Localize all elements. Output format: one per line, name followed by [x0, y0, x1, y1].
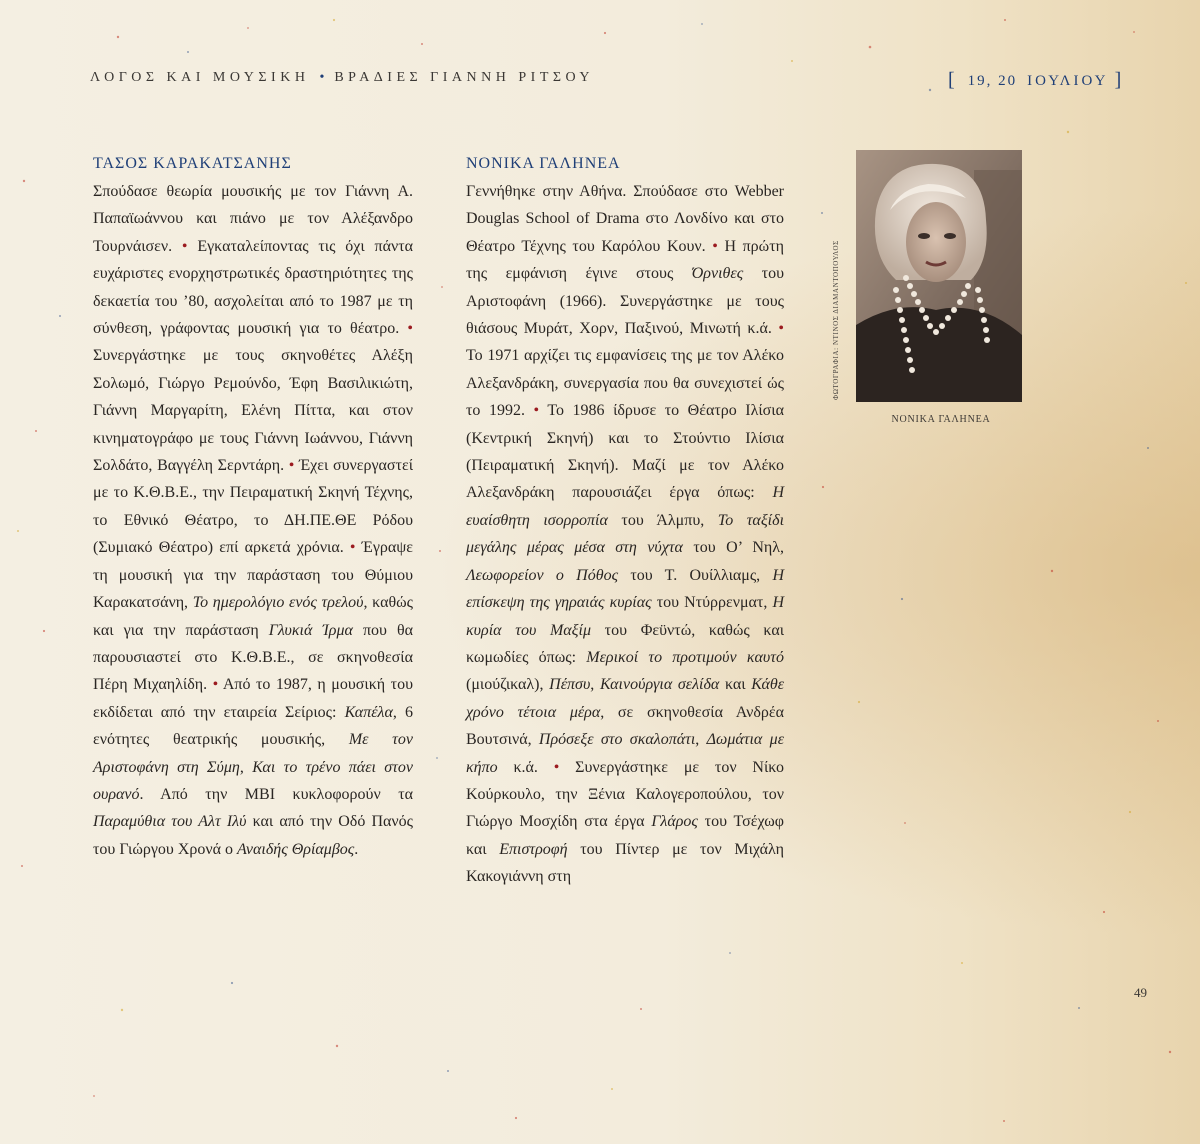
bullet-separator: •: [349, 539, 356, 557]
work-title: Καπέλα: [344, 703, 393, 721]
article-body: Σπούδασε θεωρία μουσικής με τον Γιάννη Α. Παπαϊωάννου και πιάνο με τον Αλέξανδρο Τουρνάισεν. • Εγκαταλείποντας τις όχι πάντα ευχάριστες ενορχηστρωτικές δραστηριότητες της δεκαετία του ’80, ασχολείται από το 1987 με τη σύνθεση, γράφοντας μουσική για το θέατρο. • Συνεργάστηκε με τους σκηνοθέτες Αλέξη Σολωμό, Γιώργο Ρεμούνδο, Έφη Βασιλικιώτη, Γιάννη Μαργαρίτη, Ελένη Πίττα, και στον κινηματογράφο με τους Γιάννη Ιωάννου, Γιάννη Σολδάτο, Βαγγέλη Σερντάρη. • Έχει συνεργαστεί με το Κ.Θ.Β.Ε., την Πειραματική Σκηνή Τέχνης, το Εθνικό Θέατρο, το ΔΗ.ΠΕ.ΘΕ Ρόδου (Συμιακό Θέατρο) επί αρκετά χρόνια. • Έγραψε τη μουσική για την παράσταση του Θύμιου Καρακατσάνη, Το ημερολόγιο ενός τρελού, καθώς και για την παράσταση Γλυκιά Ίρμα που θα παρουσιαστεί στο Κ.Θ.Β.Ε., σε σκηνοθεσία Πέρη Μιχαηλίδη. • Από το 1987, η μουσική του εκδίδεται από την εταιρεία Σείριος: Καπέλα, 6 ενότητες θεατρικής μουσικής, Με τον Αριστοφάνη στη Σύμη, Και το τρένο πάει στον ουρανό. Από την ΜΒΙ κυκλοφορούν τα Παραμύθια του Αλτ Ιλύ και από την Οδό Πανός του Γιώργου Χρονά ο Αναιδής Θρίαμβος.: [93, 183, 414, 858]
work-title: Λεωφορείον ο Πόθος: [466, 566, 619, 584]
bullet-separator: •: [553, 758, 560, 776]
work-title: Το ταξίδι μεγάλης μέρας μέσα στη νύχτα: [466, 511, 785, 557]
article-karakatsanis: [93, 150, 413, 863]
article-title: ΤΑΣΟΣ ΚΑΡΑΚΑΤΣΑΝΗΣ: [93, 155, 292, 172]
bullet-separator: •: [181, 237, 188, 255]
bullet-separator: •: [212, 676, 219, 694]
photo-caption: ΝΟΝΙΚΑ ΓΑΛΗΝΕΑ: [891, 414, 991, 425]
bracket-open: [: [948, 69, 958, 91]
article-title: ΝΟΝΙΚΑ ΓΑΛΗΝΕΑ: [466, 155, 621, 172]
photo-credit: ΦΩΤΟΓΡΑΦΙΑ: ΝΤΙΝΟΣ ΔΙΑΜΑΝΤΟΠΟΥΛΟΣ: [832, 240, 840, 400]
article-galinea: [466, 150, 784, 891]
work-title: Καινούργια σελίδα: [599, 676, 720, 694]
work-title: Δωμάτια με κήπο: [466, 731, 785, 776]
work-title: Πρόσεξε στο σκαλοπάτι: [538, 731, 696, 749]
work-title: Με τον Αριστοφάνη στη Σύμη: [93, 731, 413, 776]
running-head-series: ΒΡΑΔΙΕΣ ΓΙΑΝΝΗ ΡΙΤΣΟΥ: [334, 70, 595, 85]
work-title: Παραμύθια του Αλτ Ιλύ: [93, 813, 247, 831]
bullet-separator: •: [533, 402, 540, 420]
work-title: Η επίσκεψη της γηραιάς κυρίας: [466, 566, 784, 612]
work-title: Γλάρος: [651, 813, 698, 831]
page-number: 49: [1134, 985, 1147, 1000]
work-title: Επιστροφή: [499, 840, 568, 858]
work-title: Κάθε χρόνο τέτοια μέρα: [466, 676, 785, 721]
running-head-separator: •: [319, 70, 325, 85]
bracket-close: ]: [1114, 69, 1125, 91]
running-head: [90, 70, 1150, 98]
running-head-title: [90, 70, 594, 86]
date-month: ΙΟΥΛΙΟΥ: [1027, 73, 1108, 89]
work-title: Όρνιθες: [691, 265, 744, 283]
bullet-separator: •: [778, 320, 784, 338]
bullet-separator: •: [288, 457, 295, 475]
portrait-image: [856, 150, 1022, 402]
work-title: Η κυρία του Μαξίμ: [466, 594, 784, 639]
running-head-section: ΛΟΓΟΣ ΚΑΙ ΜΟΥΣΙΚΗ: [90, 70, 310, 85]
work-title: Και το τρένο πάει στον ουρανό: [93, 758, 414, 803]
date-numbers: 19, 20: [967, 73, 1018, 89]
running-head-date: [948, 68, 1124, 91]
work-title: Πέπσυ: [549, 676, 591, 694]
work-title: Μερικοί το προτιμούν καυτό: [586, 648, 784, 666]
bullet-separator: •: [712, 237, 718, 255]
work-title: Το ημερολόγιο ενός τρελού: [192, 594, 364, 612]
article-body: Γεννήθηκε στην Αθήνα. Σπούδασε στο Webber Douglas School of Drama στο Λονδίνο και στο Θέατρο Τέχνης του Καρόλου Κουν. • Η πρώτη της εμφάνιση έγινε στους Όρνιθες του Αριστοφάνη (1966). Συνεργάστηκε με τους θιάσους Μυράτ, Χορν, Παξινού, Μινωτή κ.ά. • Το 1971 αρχίζει τις εμφανίσεις της με τον Αλέκο Αλεξανδράκη, συνεργασία που θα συνεχιστεί ώς το 1992. • Το 1986 ίδρυσε το Θέατρο Ιλίσια (Κεντρική Σκηνή) και το Στούντιο Ιλίσια (Πειραματική Σκηνή). Μαζί με τον Αλέκο Αλεξανδράκη παρουσιάζει έργα όπως: Η ευαίσθητη ισορροπία του Άλμπυ, Το ταξίδι μεγάλης μέρας μέσα στη νύχτα του Ο’ Νηλ, Λεωφορείον ο Πόθος του Τ. Ουίλλιαμς, Η επίσκεψη της γηραιάς κυρίας του Ντύρρενματ, Η κυρία του Μαξίμ του Φεϋντώ, καθώς και κωμωδίες όπως: Μερικοί το προτιμούν καυτό (μιούζικαλ), Πέπσυ, Καινούργια σελίδα και Κάθε χρόνο τέτοια μέρα, σε σκηνοθεσία Ανδρέα Βουτσινά, Πρόσεξε στο σκαλοπάτι, Δωμάτια με κήπο κ.ά. • Συνεργάστηκε με τον Νίκο Κούρκουλο, την Ξένια Καλογεροπούλου, τον Γιώργο Μοσχίδη στα έργα Γλάρος του Τσέχωφ και Επιστροφή του Πίντερ με τον Μιχάλη Κακογιάννη στη: [466, 183, 785, 886]
work-title: Αναιδής Θρίαμβος: [237, 840, 355, 858]
portrait-photo: [856, 150, 1022, 402]
work-title: Η ευαίσθητη ισορροπία: [466, 484, 784, 529]
work-title: Γλυκιά Ίρμα: [268, 621, 353, 639]
bullet-separator: •: [407, 320, 413, 338]
